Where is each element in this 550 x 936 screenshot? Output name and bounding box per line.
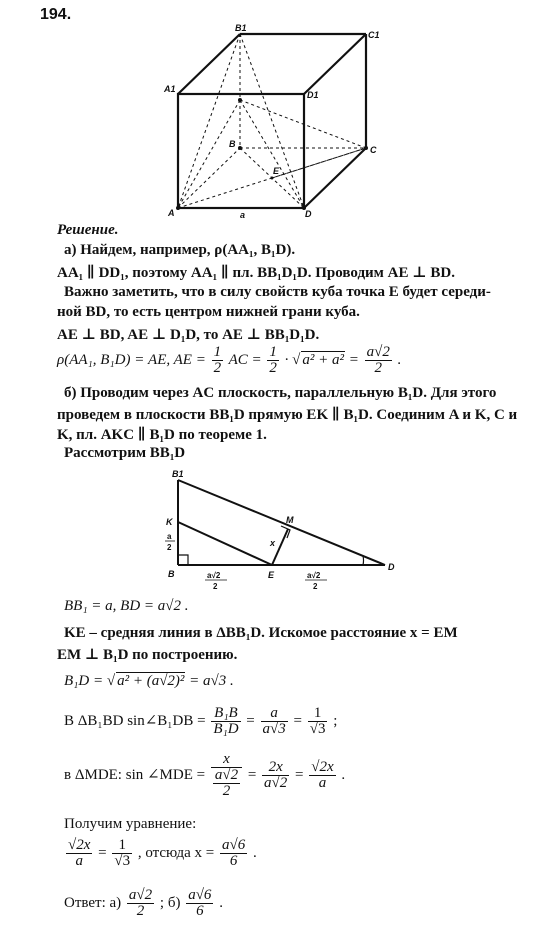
- a-line2: AA₁ ∥ DD₁, поэтому AA₁ ∥ пл. BB₁D₁D. Проводим AE ⊥ BD.: [57, 265, 455, 281]
- tri-label-E: E: [268, 570, 275, 580]
- a-formula: ρ(AA₁, B₁D) = AE, AE = $\frac{1}{2}$ AC = $\frac{1}{2}$ · √ a² + a² = $\frac{a√2}{2}$ .: [57, 344, 402, 376]
- tri-seg2-den: 2: [313, 582, 318, 591]
- eq-intro: Получим уравнение:: [64, 816, 197, 832]
- label-C: C: [370, 145, 377, 155]
- b1d-formula: B₁D = √ a² + (a√2)² = a√3 .: [64, 673, 234, 689]
- a-line5: AE ⊥ BD, AE ⊥ D₁D, то AE ⊥ BB₁D₁D.: [57, 327, 320, 343]
- a-line3: Важно заметить, что в силу свойств куба точка E будет середи-: [64, 284, 491, 300]
- b-line1: б) Проводим через AC плоскость, параллельную B₁D. Для этого: [64, 385, 497, 401]
- tri-seg1-den: 2: [213, 582, 218, 591]
- b-line4: Рассмотрим BB₁D: [64, 445, 186, 461]
- tri-label-B: B: [168, 569, 175, 579]
- problem-number: 194.: [40, 6, 72, 23]
- label-C1: C1: [368, 30, 380, 40]
- tri-label-D: D: [388, 562, 395, 572]
- b-line3: K, пл. AKC ∥ B₁D по теореме 1.: [57, 427, 267, 443]
- triangle-figure: [0, 460, 550, 600]
- after-line3: EM ⊥ B₁D по построению.: [57, 647, 238, 663]
- tri-label-B1: B1: [172, 469, 184, 479]
- tri-side-2: 2: [167, 543, 172, 552]
- label-A: A: [168, 208, 175, 218]
- label-B1: B1: [235, 23, 247, 33]
- equation: $\frac{√2x}{a}$ = $\frac{1}{√3}$ , отсюда x = $\frac{a√6}{6}$ .: [68, 837, 257, 869]
- a-line4: ной BD, то есть центром нижней грани куба.: [57, 304, 360, 320]
- label-D1: D1: [307, 90, 319, 100]
- tri-side-a: a: [167, 532, 172, 541]
- tri-seg2-num: a√2: [307, 571, 321, 580]
- b-line2: проведем в плоскости BB₁D прямую EK ∥ B₁D. Соединим A и K, C и: [57, 407, 518, 423]
- sin-b1db-formula: В ΔB₁BD sin∠B₁DB = $\frac{\text{B₁B}}{\text{B₁D}}$ = $\frac{a}{a√3}$ = $\frac{1}{√3}$ ;: [64, 705, 338, 737]
- solution-heading: Решение.: [57, 222, 119, 238]
- tri-seg1-num: a√2: [207, 571, 221, 580]
- after-line2: KE – средняя линия в ΔBB₁D. Искомое расстояние x = EM: [64, 625, 458, 641]
- label-D: D: [305, 209, 312, 219]
- tri-label-M: M: [286, 515, 294, 525]
- label-A1: A1: [164, 84, 176, 94]
- tri-label-x: x: [270, 538, 276, 548]
- a-line1: а) Найдем, например, ρ(AA₁, B₁D).: [64, 242, 296, 258]
- label-E: E: [273, 166, 280, 176]
- tri-label-K: K: [166, 517, 173, 527]
- answer: Ответ: а) $\frac{a√2}{2}$ ; б) $\frac{a√6}{6}$ .: [64, 887, 223, 919]
- cube-figure: [0, 0, 550, 230]
- label-B: B: [229, 139, 236, 149]
- label-a: a: [240, 210, 246, 220]
- after-line1: BB₁ = a, BD = a√2 .: [64, 598, 189, 614]
- sin-mde-formula: в ΔMDE: sin ∠MDE = $\frac{x}{\frac{a√2}{2}}$ = $\frac{2x}{a√2}$ = $\frac{√2x}{a}$ .: [64, 751, 346, 799]
